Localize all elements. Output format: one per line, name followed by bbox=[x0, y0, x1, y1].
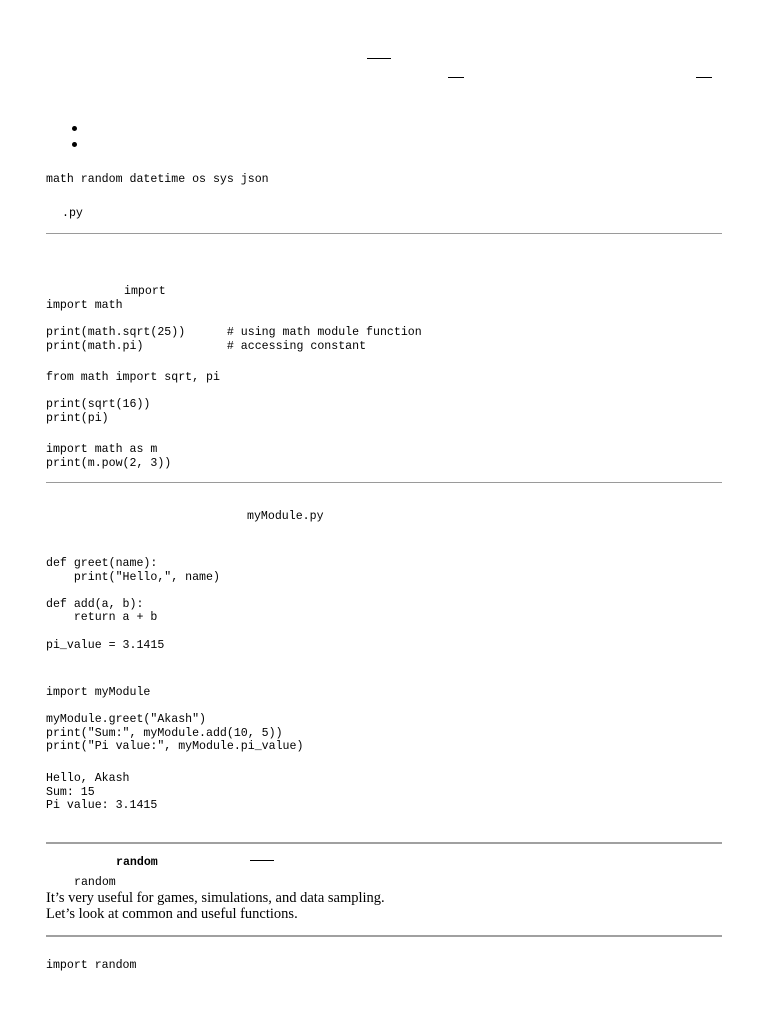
heading-dash-2 bbox=[448, 77, 464, 78]
file-extension: .py bbox=[62, 207, 83, 220]
heading-dash-4 bbox=[250, 860, 274, 861]
import-keyword: import bbox=[124, 285, 166, 298]
random-module-name: random bbox=[74, 876, 116, 889]
heading-dash-3 bbox=[696, 77, 712, 78]
module-filename: myModule.py bbox=[247, 510, 324, 523]
code-block-import: import math print(math.sqrt(25)) # using math module function print(math.pi) # accessing constant bbox=[46, 299, 422, 353]
code-block-alias: import math as m print(m.pow(2, 3)) bbox=[46, 443, 172, 470]
divider bbox=[46, 842, 722, 844]
list-bullet bbox=[72, 126, 77, 131]
list-bullet bbox=[72, 142, 77, 147]
divider bbox=[46, 935, 722, 937]
random-description-line-1: It’s very useful for games, simulations, and data sampling. bbox=[46, 890, 385, 906]
module-list: math random datetime os sys json bbox=[46, 173, 269, 186]
divider bbox=[46, 233, 722, 234]
heading-dash-1 bbox=[367, 58, 391, 59]
code-block-usage: import myModule myModule.greet("Akash") print("Sum:", myModule.add(10, 5)) print("Pi value:", myModule.pi_value) bbox=[46, 686, 304, 754]
code-output: Hello, Akash Sum: 15 Pi value: 3.1415 bbox=[46, 772, 158, 813]
code-import-random: import random bbox=[46, 959, 137, 972]
divider bbox=[46, 482, 722, 483]
random-heading-keyword: random bbox=[116, 856, 158, 869]
random-description-line-2: Let’s look at common and useful functions. bbox=[46, 906, 298, 922]
code-block-module: def greet(name): print("Hello,", name) def add(a, b): return a + b pi_value = 3.1415 bbox=[46, 557, 220, 652]
code-block-from-import: from math import sqrt, pi print(sqrt(16)) print(pi) bbox=[46, 371, 220, 425]
